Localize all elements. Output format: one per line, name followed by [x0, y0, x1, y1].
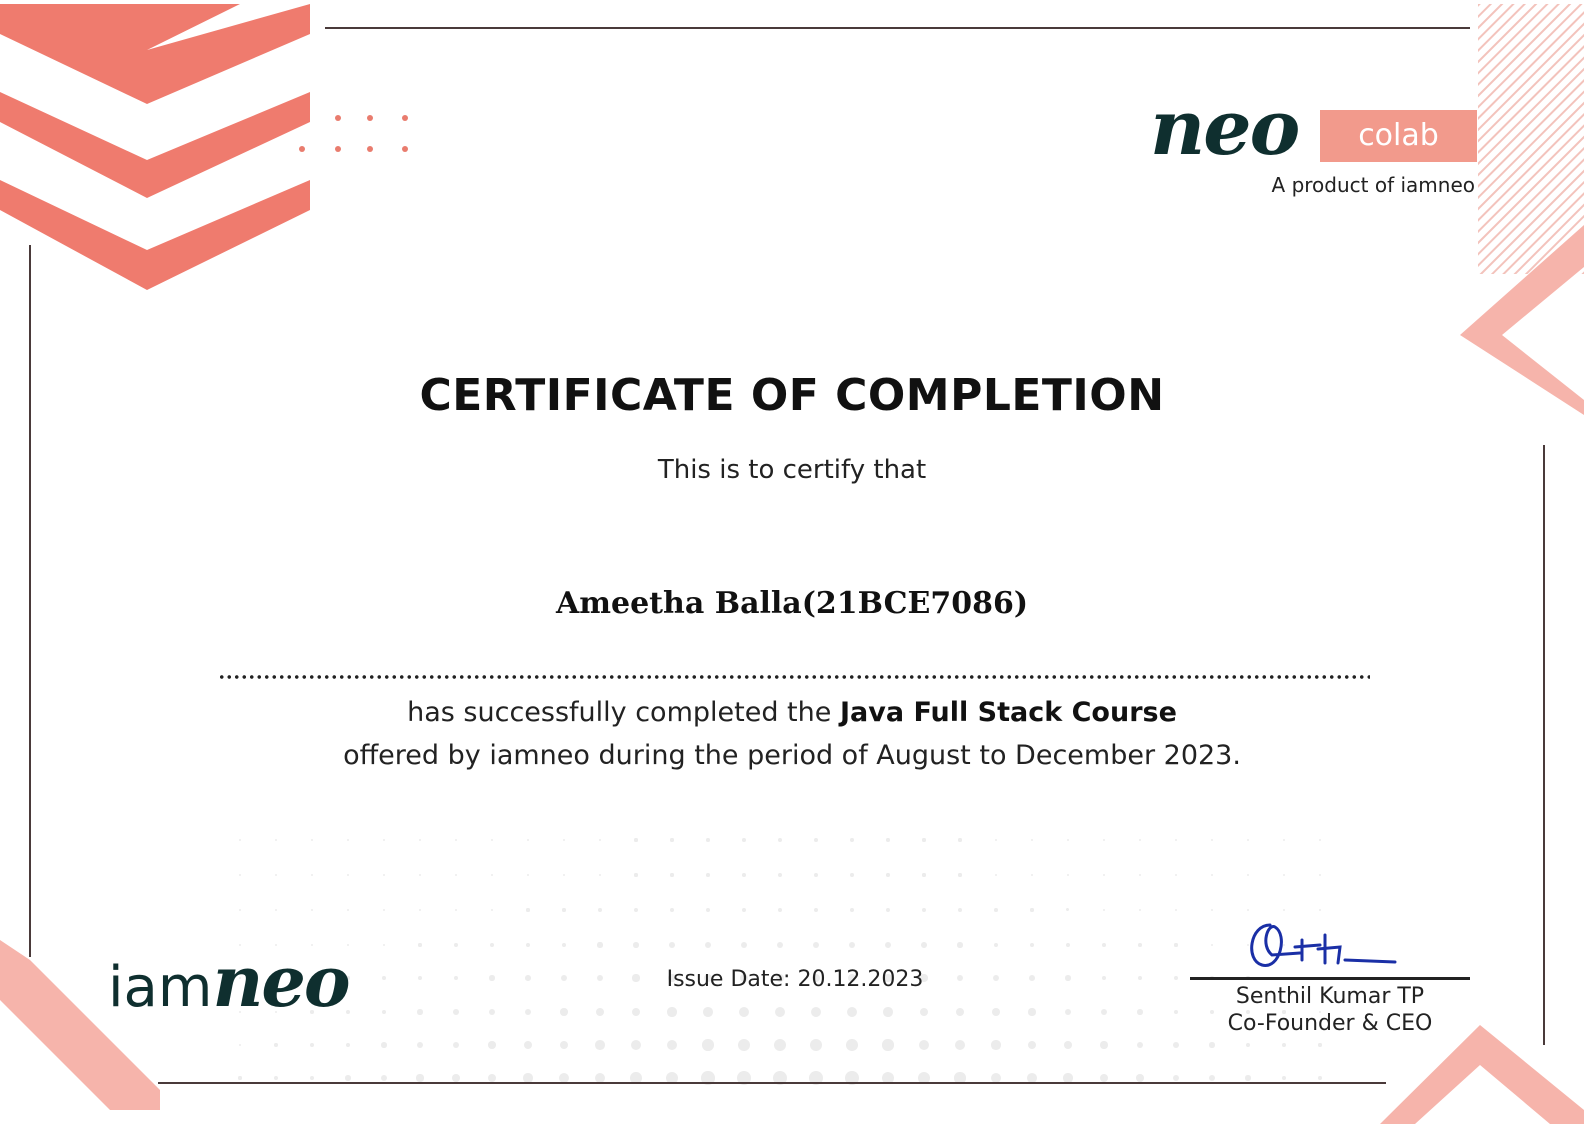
background-dot — [417, 1009, 422, 1014]
background-dot — [777, 942, 784, 949]
background-dot — [275, 874, 277, 876]
background-dot — [419, 874, 421, 876]
background-dot — [850, 908, 855, 913]
background-dot — [995, 874, 998, 877]
completion-line — [0, 697, 1584, 728]
background-dot — [310, 1043, 314, 1047]
background-dot — [742, 838, 746, 842]
background-dot — [381, 1042, 386, 1047]
background-dot — [454, 943, 458, 947]
background-dot — [1283, 839, 1285, 841]
background-dot — [489, 975, 494, 980]
background-dot — [922, 873, 925, 876]
background-dot — [920, 1008, 929, 1017]
background-dot — [813, 942, 820, 949]
chevron-decoration — [0, 0, 320, 300]
background-dot — [1101, 1009, 1107, 1015]
background-dot — [238, 1076, 241, 1079]
background-dot — [1318, 1076, 1322, 1080]
background-dot — [702, 1039, 713, 1050]
background-dot — [1283, 874, 1285, 876]
completion-prefix: has successfully completed the — [407, 697, 832, 728]
background-dot — [994, 943, 999, 948]
iamneo-logo-neo: neo — [212, 940, 349, 1023]
background-dot — [383, 874, 385, 876]
background-dot — [563, 839, 566, 842]
background-dot — [667, 1040, 678, 1051]
background-dot — [1102, 976, 1107, 981]
background-dot — [560, 1041, 569, 1050]
signatory-role: Co-Founder & CEO — [1227, 1011, 1433, 1036]
background-dot — [1175, 874, 1177, 876]
background-dot — [489, 1009, 495, 1015]
background-dot — [1028, 1041, 1037, 1050]
background-dot — [670, 908, 674, 912]
background-dot — [957, 942, 962, 947]
background-dot — [311, 839, 313, 841]
background-dot — [703, 1007, 713, 1017]
background-dot — [381, 1075, 387, 1081]
background-dot — [922, 908, 926, 912]
background-dot — [1138, 943, 1142, 947]
background-dot — [741, 942, 748, 949]
background-dot — [706, 873, 710, 877]
background-dot — [742, 908, 747, 913]
background-dot — [1209, 1042, 1214, 1047]
background-dot — [274, 1043, 277, 1046]
signatory-name: Senthil Kumar TP — [1235, 984, 1425, 1009]
background-dot — [563, 874, 566, 877]
background-dot — [239, 874, 241, 876]
background-dot — [455, 839, 457, 841]
background-dot — [849, 942, 855, 948]
background-dot — [1065, 975, 1070, 980]
background-dot — [455, 874, 457, 876]
background-dot — [455, 909, 458, 912]
background-dot — [1283, 909, 1285, 911]
background-dot — [1030, 943, 1035, 948]
background-dot — [850, 838, 854, 842]
background-dot — [1031, 839, 1034, 842]
background-dot — [311, 909, 313, 911]
background-dot — [596, 1008, 604, 1016]
background-dot — [560, 1008, 567, 1015]
background-dot — [1137, 1042, 1144, 1049]
background-dot — [1139, 874, 1141, 876]
background-dot — [991, 1040, 1000, 1049]
background-dot — [1174, 976, 1178, 980]
background-dot — [994, 908, 998, 912]
background-dot — [1029, 975, 1035, 981]
background-dot — [1030, 908, 1033, 911]
background-dot — [1137, 1009, 1143, 1015]
background-dot — [1100, 1041, 1107, 1048]
background-dot — [814, 908, 819, 913]
background-dot — [524, 1041, 532, 1049]
background-dot — [274, 1076, 278, 1080]
background-dot — [311, 874, 313, 876]
dotted-divider — [218, 674, 1370, 680]
background-dot — [814, 873, 818, 877]
background-dot — [669, 942, 675, 948]
background-dot — [882, 1039, 893, 1050]
background-dot — [275, 909, 277, 911]
background-dot — [239, 839, 241, 841]
signature-line — [1190, 977, 1470, 980]
background-dot — [525, 975, 531, 981]
background-dot — [418, 976, 422, 980]
logo-tagline: A product of iamneo — [1271, 173, 1475, 197]
offered-line: offered by iamneo during the period of August to December 2023. — [343, 740, 1241, 771]
background-dot — [667, 1007, 676, 1016]
neo-logo-text: neo — [1150, 83, 1299, 172]
background-dot — [275, 839, 277, 841]
background-dot — [383, 909, 385, 911]
background-dot — [1247, 909, 1249, 911]
background-dot — [527, 839, 530, 842]
background-dot — [1246, 1043, 1250, 1047]
background-dot — [454, 976, 459, 981]
background-dot — [706, 838, 710, 842]
background-dot — [416, 1074, 423, 1081]
background-dot — [595, 1040, 604, 1049]
background-dot — [1102, 943, 1106, 947]
background-dot — [488, 1041, 495, 1048]
background-dot — [1245, 1075, 1250, 1080]
background-dot — [778, 873, 782, 877]
background-dot — [956, 1008, 964, 1016]
background-dot — [527, 874, 530, 877]
background-dot — [886, 873, 889, 876]
background-dot — [778, 908, 783, 913]
background-dot — [958, 908, 962, 912]
background-dot — [847, 1007, 857, 1017]
background-dot — [562, 943, 567, 948]
background-dot — [1211, 909, 1213, 911]
background-dot — [491, 839, 493, 841]
background-dot — [778, 838, 782, 842]
issue-date: Issue Date: 20.12.2023 — [666, 967, 924, 992]
recipient-name: Ameetha Balla(21BCE7086) — [555, 586, 1029, 621]
frame-top-line — [325, 27, 1470, 29]
frame-bottom-line — [158, 1082, 1386, 1084]
background-dot — [634, 873, 637, 876]
background-dot — [634, 908, 638, 912]
background-dot — [239, 909, 241, 911]
background-dot — [995, 839, 998, 842]
background-dot — [1138, 976, 1143, 981]
background-dot — [1028, 1008, 1035, 1015]
background-dot — [562, 908, 565, 911]
background-dot — [886, 838, 889, 841]
background-dot — [1174, 943, 1177, 946]
background-dot — [346, 1043, 351, 1048]
background-dot — [742, 873, 746, 877]
background-dot — [670, 838, 673, 841]
background-dot — [1175, 909, 1177, 911]
background-dot — [1064, 1041, 1072, 1049]
colab-badge: colab — [1320, 110, 1477, 162]
certificate-subtitle: This is to certify that — [657, 455, 927, 485]
background-dot — [958, 873, 961, 876]
background-dot — [1319, 874, 1321, 876]
background-dot — [1066, 943, 1070, 947]
background-dot — [490, 943, 494, 947]
background-dot — [775, 1007, 786, 1018]
background-dot — [955, 1040, 965, 1050]
background-dot — [561, 975, 567, 981]
background-dot — [453, 1009, 459, 1015]
background-dot — [885, 942, 891, 948]
background-dot — [599, 839, 602, 842]
background-dot — [345, 1075, 351, 1081]
background-dot — [1247, 874, 1249, 876]
background-dot — [958, 838, 961, 841]
background-dot — [419, 909, 421, 911]
background-dot — [452, 1074, 460, 1082]
background-dot — [886, 908, 890, 912]
background-dot — [488, 1074, 497, 1083]
background-dot — [347, 839, 349, 841]
background-dot — [383, 839, 385, 841]
background-dot — [597, 975, 604, 982]
background-dot — [1211, 839, 1213, 841]
background-dot — [491, 874, 493, 876]
background-dot — [738, 1039, 750, 1051]
background-dot — [599, 874, 602, 877]
background-dot — [1031, 874, 1034, 877]
background-dot — [1318, 1043, 1321, 1046]
background-dot — [1100, 1074, 1108, 1082]
background-dot — [631, 1040, 641, 1050]
background-dot — [1319, 839, 1321, 841]
background-dot — [1103, 909, 1106, 912]
background-dot — [1175, 839, 1177, 841]
background-dot — [417, 1042, 423, 1048]
background-dot — [1282, 1043, 1286, 1047]
background-dot — [1103, 839, 1105, 841]
background-dot — [1319, 909, 1321, 911]
background-dot — [1209, 1075, 1215, 1081]
background-dot — [922, 838, 925, 841]
signature-graphic — [1240, 915, 1410, 975]
background-dot — [1067, 839, 1069, 841]
background-dot — [597, 942, 602, 947]
background-dot — [883, 1007, 892, 1016]
background-dot — [1139, 909, 1142, 912]
background-dot — [705, 942, 711, 948]
background-dot — [526, 943, 530, 947]
course-name: Java Full Stack Course — [839, 697, 1177, 728]
background-dot — [739, 1007, 749, 1017]
background-dot — [632, 1008, 641, 1017]
background-dot — [310, 1076, 315, 1081]
background-dot — [993, 975, 999, 981]
background-dot — [1173, 1042, 1179, 1048]
background-dot — [239, 1044, 242, 1047]
neo-colab-logo — [1150, 83, 1325, 172]
background-dot — [774, 1039, 787, 1052]
background-dot — [525, 1009, 532, 1016]
background-dot — [706, 908, 710, 912]
background-dot — [453, 1042, 460, 1049]
certificate-title: CERTIFICATE OF COMPLETION — [419, 370, 1165, 421]
iamneo-logo — [108, 940, 408, 1023]
background-dot — [992, 1008, 1000, 1016]
background-dot — [1174, 1010, 1179, 1015]
background-dot — [347, 874, 349, 876]
background-dot — [598, 908, 602, 912]
background-dot — [1173, 1075, 1180, 1082]
background-dot — [670, 873, 673, 876]
background-dot — [419, 839, 421, 841]
background-dot — [347, 909, 349, 911]
background-dot — [1066, 908, 1069, 911]
background-dot — [850, 873, 854, 877]
background-dot — [1282, 1076, 1286, 1080]
background-dot — [491, 909, 494, 912]
background-dot — [526, 908, 529, 911]
background-dot — [1065, 1009, 1072, 1016]
background-dot — [1211, 874, 1213, 876]
iamneo-logo-iam: iam — [108, 955, 213, 1020]
background-dot — [1211, 944, 1214, 947]
background-dot — [1136, 1074, 1144, 1082]
background-dot — [814, 838, 818, 842]
background-dot — [634, 838, 637, 841]
background-dot — [633, 942, 638, 947]
background-dot — [1139, 839, 1141, 841]
background-dot — [418, 943, 421, 946]
background-dot — [921, 942, 927, 948]
background-dot — [1247, 839, 1249, 841]
background-dot — [1067, 874, 1069, 876]
background-dot — [811, 1007, 822, 1018]
background-dot — [919, 1040, 930, 1051]
background-dot — [846, 1039, 858, 1051]
background-dot — [810, 1039, 823, 1052]
background-dot — [1103, 874, 1105, 876]
